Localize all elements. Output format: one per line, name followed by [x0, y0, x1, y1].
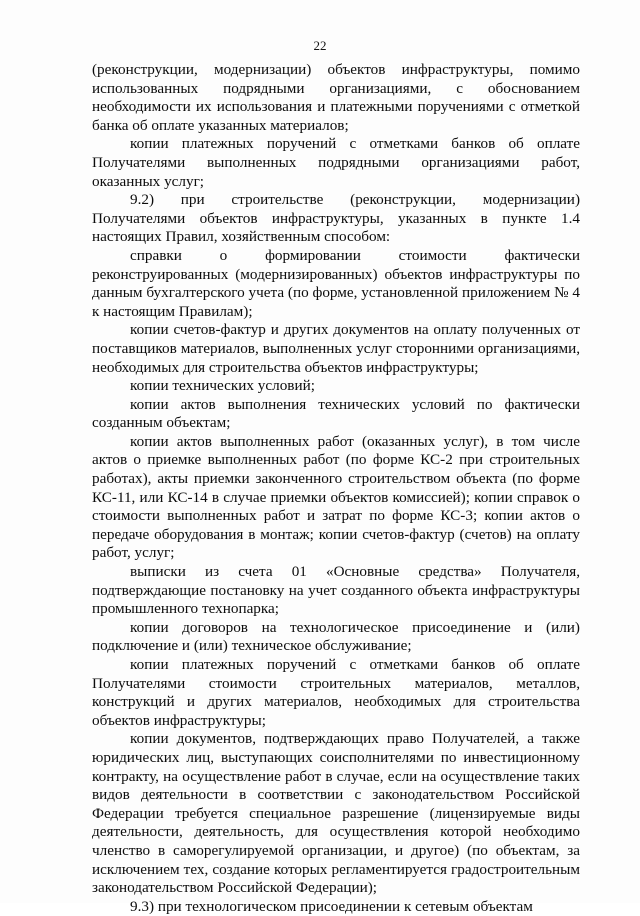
paragraph-invoices: копии счетов-фактур и других документов на оплату полученных от поставщиков материалов, выполненных услуг сторонними организациями, необходимых для строительства объектов инфраструктуры;: [92, 321, 580, 376]
paragraph-rights-documents: копии документов, подтверждающих право Получателей, а также юридических лиц, выступающих соисполнителями по инвестиционному контракту, на осуществление работ в случае, если на осуществление таких видов деятельности в соответствии с законодательством Российской Федерации требуется специальное разрешение (лицензируемые виды деятельности, деятельность, для осуществления которой необходимо членство в саморегулируемой организации, и другое) (по объектам, за исключением тех, создание которых регламентируется градостроительным законодательством Российской Федерации);: [92, 730, 580, 897]
document-body: [92, 61, 580, 916]
paragraph-acts-completed-works: копии актов выполненных работ (оказанных услуг), в том числе актов о приемке выполненных работ (по форме КС-2 при строительных работах), акты приемки законченного строительством объекта (по форме КС-11, или КС-14 в случае приемки объектов комиссией); копии справок о стоимости выполненных работ и затрат по форме КС-3; копии актов о передаче оборудования в монтаж; копии счетов-фактур (счетов) на оплату работ, услуг;: [92, 432, 580, 562]
paragraph-continuation: (реконструкции, модернизации) объектов инфраструктуры, помимо использованных подрядными организациями, с обоснованием необходимости их использования и платежными поручениями с отметкой банка об оплате указанных материалов;: [92, 61, 580, 134]
paragraph-connection-contracts: копии договоров на технологическое присоединение и (или) подключение и (или) техническое обслуживание;: [92, 618, 580, 655]
paragraph-payment-orders-works: копии платежных поручений с отметками банков об оплате Получателями выполненных подрядными организациями работ, оказанных услуг;: [92, 135, 580, 190]
page-number: 22: [313, 38, 327, 53]
paragraph-payment-orders-materials: копии платежных поручений с отметками банков об оплате Получателями стоимости строительных материалов, металлов, конструкций и других материалов, необходимых для строительства объектов инфраструктуры;: [92, 656, 580, 729]
paragraph-9-2: 9.2) при строительстве (реконструкции, модернизации) Получателями объектов инфраструктуры, указанных в пункте 1.4 настоящих Правил, хозяйственным способом:: [92, 191, 580, 246]
paragraph-9-3: 9.3) при технологическом присоединении к сетевым объектам: [130, 897, 533, 915]
paragraph-acts-technical-conditions: копии актов выполнения технических условий по фактически созданным объектам;: [92, 395, 580, 432]
paragraph-technical-conditions: копии технических условий;: [130, 377, 315, 395]
paragraph-account-extracts: выписки из счета 01 «Основные средства» Получателя, подтверждающие постановку на учет созданного объекта инфраструктуры промышленного технопарка;: [92, 563, 580, 618]
paragraph-cost-certificates: справки о формировании стоимости фактически реконструированных (модернизированных) объектов инфраструктуры по данным бухгалтерского учета (по форме, установленной приложением № 4 к настоящим Правилам);: [92, 246, 580, 320]
